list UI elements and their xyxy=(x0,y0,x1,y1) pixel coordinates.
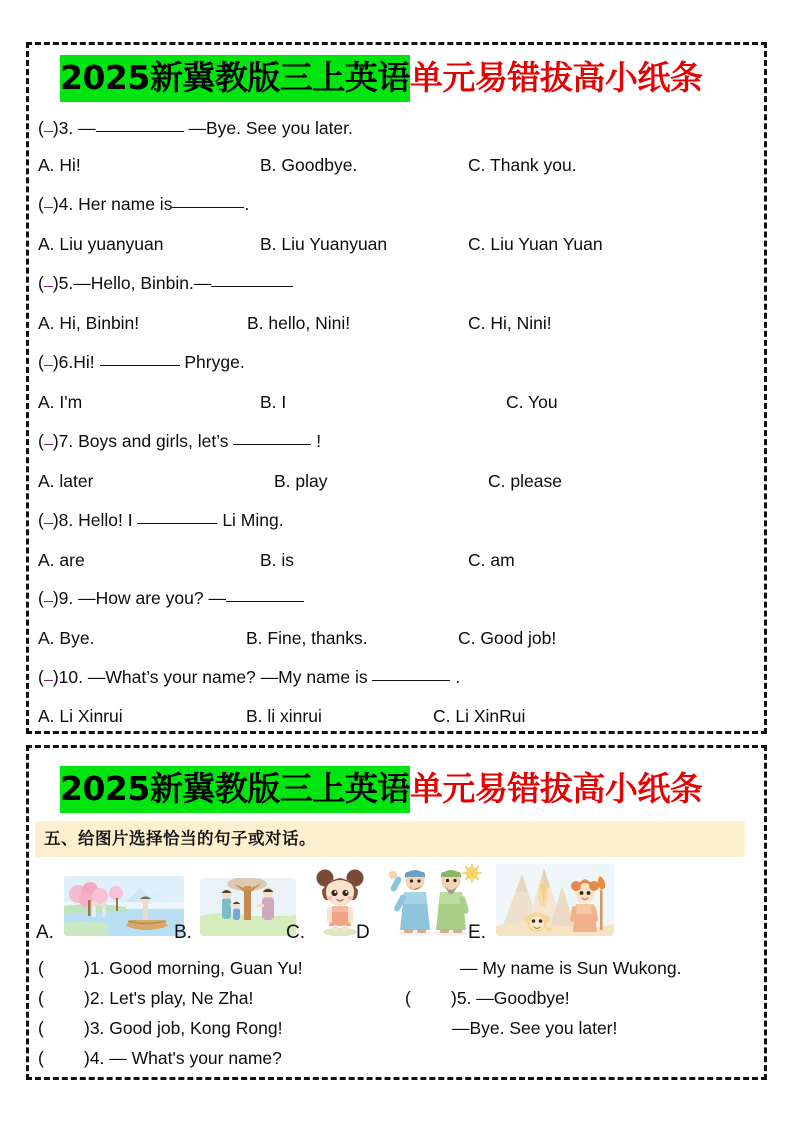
question-9-blank[interactable] xyxy=(226,601,304,602)
title-red-segment: 单元易错拔高小纸条 xyxy=(409,58,703,97)
title-red-segment-2: 单元易错拔高小纸条 xyxy=(409,769,703,808)
option-6-c[interactable]: C. You xyxy=(506,392,558,412)
question-6-text-b: Phryge. xyxy=(179,352,245,372)
match-item-2[interactable] xyxy=(38,988,253,1008)
question-8-stem xyxy=(38,510,284,530)
match-reply-sun-wukong xyxy=(460,958,681,978)
match-item-3-text: )3. Good job, Kong Rong! xyxy=(84,1018,283,1038)
question-4-text-a: )4. Her name is xyxy=(52,194,173,214)
question-3-blank[interactable] xyxy=(96,131,184,132)
option-9-a[interactable]: A. Bye. xyxy=(38,628,95,648)
picture-label-a: A. xyxy=(36,922,54,943)
option-5-b[interactable]: B. hello, Nini! xyxy=(247,313,351,333)
question-10-text-b: . xyxy=(450,667,461,687)
option-10-b[interactable]: B. li xinrui xyxy=(246,706,322,726)
option-8-b[interactable]: B. is xyxy=(260,550,295,570)
option-9-c[interactable]: C. Good job! xyxy=(458,628,557,648)
question-3-text-b: —Bye. See you later. xyxy=(183,118,353,138)
mountain-monkey-king-illustration xyxy=(496,864,614,936)
option-3-a[interactable]: A. Hi! xyxy=(38,155,81,175)
match-answer-box-3[interactable] xyxy=(38,1018,84,1038)
match-item-4[interactable] xyxy=(38,1048,282,1068)
option-8-a[interactable]: A. are xyxy=(38,550,85,570)
match-reply-bye xyxy=(452,1018,617,1038)
option-7-a[interactable]: A. later xyxy=(38,471,94,491)
match-item-3[interactable] xyxy=(38,1018,282,1038)
option-8-c[interactable]: C. am xyxy=(468,550,515,570)
question-5-text-a: )5.—Hello, Binbin.— xyxy=(52,273,212,293)
question-7-stem xyxy=(38,431,321,451)
question-10-text-a: )10. —What’s your name? —My name is xyxy=(52,667,373,687)
answer-box-10[interactable]: ( xyxy=(38,667,53,687)
man-blue xyxy=(389,870,430,933)
option-4-a[interactable]: A. Liu yuanyuan xyxy=(38,234,164,254)
question-8-blank[interactable] xyxy=(137,523,217,524)
worksheet-title-top xyxy=(26,55,767,102)
answer-box-3[interactable]: ( xyxy=(38,118,53,138)
picture-strip xyxy=(36,872,736,944)
worksheet-panel-top xyxy=(26,42,767,734)
match-item-2-text: )2. Let's play, Ne Zha! xyxy=(84,988,254,1008)
option-7-b[interactable]: B. play xyxy=(274,471,328,491)
option-6-b[interactable]: B. I xyxy=(260,392,287,412)
title-green-segment: 2025新冀教版三上英语 xyxy=(60,55,410,102)
option-4-b[interactable]: B. Liu Yuanyuan xyxy=(260,234,388,254)
answer-box-8[interactable]: ( xyxy=(38,510,53,530)
match-item-1[interactable] xyxy=(38,958,303,978)
match-paren-open-5: ( xyxy=(405,988,411,1008)
picture-label-e: E. xyxy=(468,922,486,943)
question-6-blank[interactable] xyxy=(100,365,180,366)
answer-box-5[interactable]: ( xyxy=(38,273,53,293)
match-reply-1-text: — My name is Sun Wukong. xyxy=(460,958,682,978)
option-10-c[interactable]: C. Li XinRui xyxy=(433,706,526,726)
match-paren-open-4: ( xyxy=(38,1048,44,1068)
option-3-b[interactable]: B. Goodbye. xyxy=(260,155,358,175)
question-4-stem xyxy=(38,194,249,214)
option-9-b[interactable]: B. Fine, thanks. xyxy=(246,628,368,648)
option-4-c[interactable]: C. Liu Yuan Yuan xyxy=(468,234,603,254)
man-green xyxy=(436,870,469,933)
worksheet-title-bottom xyxy=(26,766,767,813)
match-answer-box-2[interactable] xyxy=(38,988,84,1008)
question-8-text-a: )8. Hello! I xyxy=(52,510,138,530)
question-10-stem xyxy=(38,667,460,687)
question-7-text-a: )7. Boys and girls, let’s xyxy=(52,431,234,451)
match-item-5-text: )5. —Goodbye! xyxy=(451,988,570,1008)
answer-box-6[interactable]: ( xyxy=(38,352,53,372)
match-answer-box-4[interactable] xyxy=(38,1048,84,1068)
match-item-4-text: )4. — What's your name? xyxy=(84,1048,282,1068)
match-paren-open-3: ( xyxy=(38,1018,44,1038)
option-6-a[interactable]: A. I'm xyxy=(38,392,83,412)
picture-label-b: B. xyxy=(174,922,192,943)
question-7-text-b: ! xyxy=(311,431,322,451)
picture-label-d: D xyxy=(356,922,370,943)
question-6-stem xyxy=(38,352,245,372)
people-under-tree-illustration xyxy=(200,878,296,936)
question-5-stem xyxy=(38,273,293,293)
match-paren-open-2: ( xyxy=(38,988,44,1008)
picture-thumb-b-under-tree xyxy=(200,878,296,936)
question-4-text-b: . xyxy=(244,194,250,214)
answer-box-9[interactable]: ( xyxy=(38,588,53,608)
option-7-c[interactable]: C. please xyxy=(488,471,562,491)
picture-thumb-a-riverside-boat xyxy=(64,876,184,936)
question-8-text-b: Li Ming. xyxy=(217,510,284,530)
question-10-blank[interactable] xyxy=(372,680,450,681)
picture-thumb-e-mountain-monkey xyxy=(496,864,614,936)
answer-box-4[interactable]: ( xyxy=(38,194,53,214)
question-3-stem xyxy=(38,118,353,138)
question-3-text-a: )3. — xyxy=(52,118,96,138)
match-item-1-text: )1. Good morning, Guan Yu! xyxy=(84,958,303,978)
match-item-5[interactable] xyxy=(405,988,570,1008)
match-reply-2-text: —Bye. See you later! xyxy=(452,1018,618,1038)
section-5-instruction: 五、给图片选择恰当的句子或对话。 xyxy=(44,829,316,848)
question-9-text-a: )9. —How are you? — xyxy=(52,588,226,608)
option-5-a[interactable]: A. Hi, Binbin! xyxy=(38,313,140,333)
question-5-blank[interactable] xyxy=(211,286,293,287)
option-10-a[interactable]: A. Li Xinrui xyxy=(38,706,123,726)
match-paren-open-1: ( xyxy=(38,958,44,978)
option-3-c[interactable]: C. Thank you. xyxy=(468,155,577,175)
match-answer-box-5[interactable] xyxy=(405,988,451,1008)
match-answer-box-1[interactable] xyxy=(38,958,84,978)
question-6-text-a: )6.Hi! xyxy=(52,352,100,372)
question-7-blank[interactable] xyxy=(233,444,311,445)
picture-label-c: C. xyxy=(286,922,305,943)
option-5-c[interactable]: C. Hi, Nini! xyxy=(468,313,552,333)
question-9-stem xyxy=(38,588,304,608)
title-green-segment-2: 2025新冀教版三上英语 xyxy=(60,766,410,813)
question-4-blank[interactable] xyxy=(172,207,244,208)
picture-item-a xyxy=(36,872,191,944)
riverside-boat-illustration xyxy=(64,876,184,936)
answer-box-7[interactable]: ( xyxy=(38,431,53,451)
picture-item-e xyxy=(468,872,628,944)
